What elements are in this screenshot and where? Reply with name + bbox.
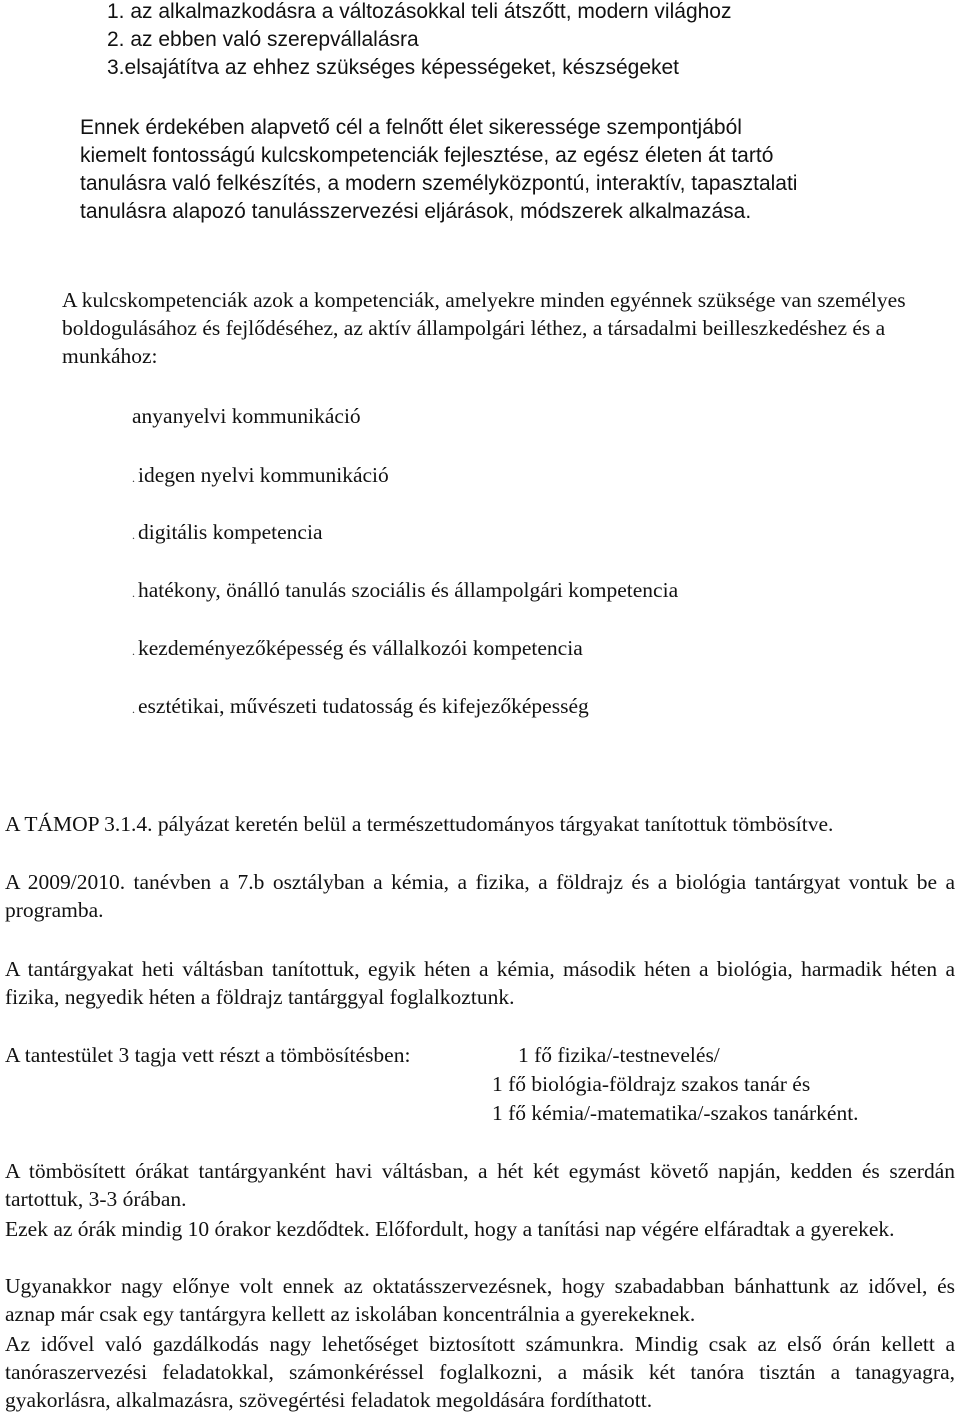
tamop-paragraph: A TÁMOP 3.1.4. pályázat keretén belül a természettudományos tárgyakat tanítottuk tömbösítve. [5, 812, 834, 836]
competency-text: esztétikai, művészeti tudatosság és kifejezőképesség [138, 694, 589, 718]
staff-label: A tantestület 3 tagja vett részt a tömbösítésben: [5, 1043, 411, 1067]
numbered-item-3 [107, 54, 679, 82]
weekly-paragraph: A tantárgyakat heti váltásban tanítottuk, egyik héten a kémia, második héten a biológia, harmadik héten a fizika, negyedik héten a földrajz tantárggyal foglalkoztunk. [5, 957, 955, 1009]
block-paragraph: A tömbösített órákat tantárgyanként havi váltásban, a hét két egymást követő napján, kedden és szerdán tartottuk, 3-3 órában. [5, 1159, 955, 1211]
competency-item [132, 461, 389, 492]
competency-text: anyanyelvi kommunikáció [132, 404, 361, 428]
list-text: az alkalmazkodásra a változásokkal teli átszőtt, modern világhoz [130, 0, 732, 23]
list-text: elsajátítva az ehhez szükséges képességeket, készségeket [124, 56, 680, 79]
numbered-item-1 [107, 0, 731, 26]
bullet-icon: . [132, 702, 135, 716]
time-paragraph: Az idővel való gazdálkodás nagy lehetőséget biztosított számunkra. Mindig csak az első órán kellett a tanóraszervezési feladatokkal, számonkéréssel foglalkozni, a másik két tanóra tisztán a tanagyagra, gyakorlásra, alkalmazásra, szövegértési feladatok megoldására fordíthatott. [5, 1332, 955, 1412]
competency-item [132, 576, 678, 607]
competency-item [132, 634, 583, 665]
intro-paragraph: Ennek érdekében alapvető cél a felnőtt élet sikeressége szempontjából kiemelt fontosságú kulcskompetenciák fejlesztése, az egész életen át tartó tanulásra való felkészítés, a modern személyközpontú, interaktív, tapasztalati tanulásra alapozó tanulásszervezési eljárások, módszerek alkalmazása. [80, 116, 798, 223]
competency-item [132, 402, 361, 430]
competency-text: hatékony, önálló tanulás szociális és állampolgári kompetencia [138, 578, 679, 602]
staff-member: 1 fő kémia/-matematika/-szakos tanárként. [492, 1101, 859, 1125]
competency-item [132, 518, 323, 549]
numbered-item-2 [107, 26, 419, 54]
list-text: az ebben való szerepvállalásra [130, 28, 419, 51]
kulcs-paragraph: A kulcskompetenciák azok a kompetenciák, amelyekre minden egyénnek szüksége van személyes boldogulásához és fejlődéséhez, az aktív állampolgári léthez, a társadalmi beilleszkedéshez és a munkához: [62, 288, 906, 368]
staff-member: 1 fő fizika/-testnevelés/ [518, 1043, 720, 1067]
bullet-icon: . [132, 586, 135, 600]
competency-text: kezdeményezőképesség és vállalkozói kompetencia [138, 636, 583, 660]
competency-item [132, 692, 589, 723]
competency-text: idegen nyelvi kommunikáció [138, 463, 389, 487]
list-number: 3. [107, 56, 125, 79]
list-number: 1. [107, 0, 125, 23]
competency-text: digitális kompetencia [138, 520, 323, 544]
advantage-paragraph: Ugyanakkor nagy előnye volt ennek az oktatásszervezésnek, hogy szabadabban bánhattunk az idővel, és aznap már csak egy tantárgyra kellett az iskolában koncentrálnia a gyerekeknek. [5, 1274, 955, 1326]
bullet-icon: . [132, 528, 135, 542]
hours-paragraph: Ezek az órák mindig 10 órakor kezdődtek. Előfordult, hogy a tanítási nap végére elfáradtak a gyerekek. [5, 1217, 895, 1241]
bullet-icon: . [132, 644, 135, 658]
staff-member: 1 fő biológia-földrajz szakos tanár és [492, 1072, 811, 1096]
year-paragraph: A 2009/2010. tanévben a 7.b osztályban a kémia, a fizika, a földrajz és a biológia tantárgyat vontuk be a programba. [5, 870, 955, 922]
list-number: 2. [107, 28, 125, 51]
bullet-icon: . [132, 471, 135, 485]
